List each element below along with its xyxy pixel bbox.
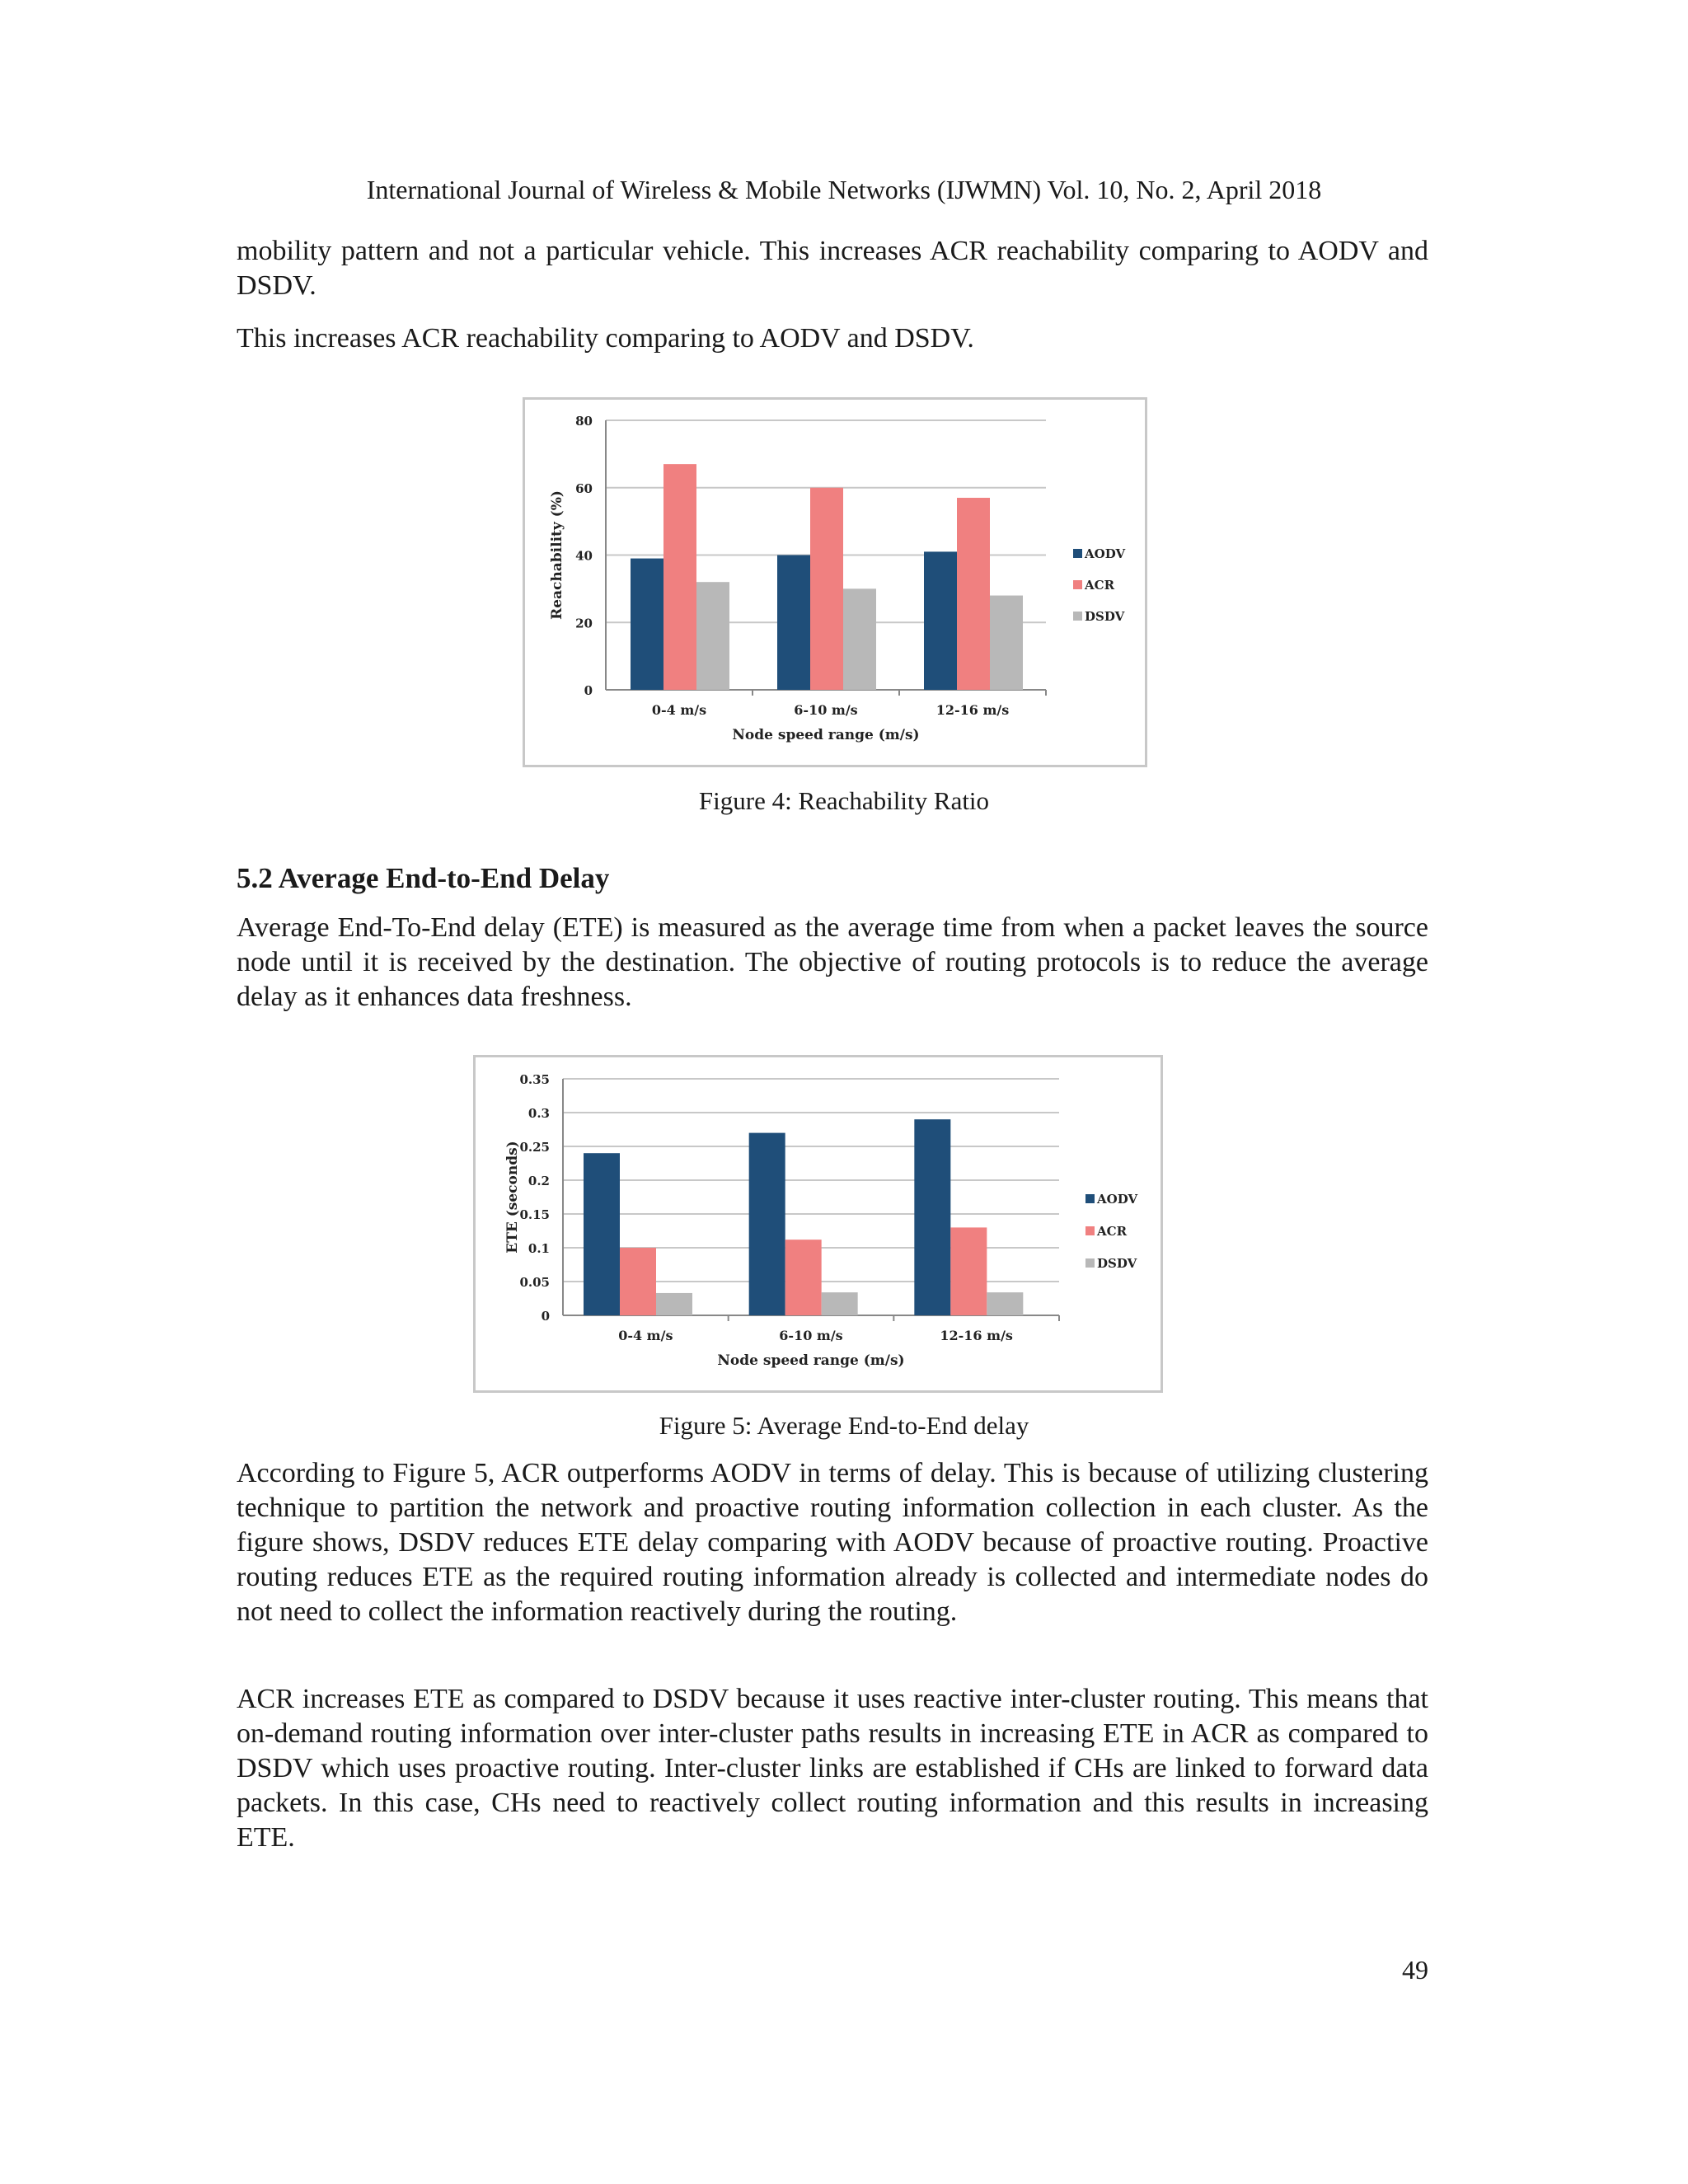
bar-dsdv [696,582,729,690]
y-tick-label: 20 [575,616,593,631]
x-tick-label: 0-4 m/s [618,1328,673,1343]
y-tick-label: 0.05 [519,1275,550,1290]
ete-chart-svg [476,1057,1160,1390]
paragraph-mobility: mobility pattern and not a particular vehicle. This increases ACR reachability comparing to AODV and DSDV. [237,236,1428,301]
paragraph-ete-acr-dsdv: ACR increases ETE as compared to DSDV because it uses reactive inter-cluster routing. This means that on-demand routing information over inter-cluster paths results in increasing ETE in ACR as compared to DSDV which uses proactive routing. Inter-cluster links are established if CHs are linked to forward data packets. In this case, CHs need to reactively collect routing information and this results in increasing ETE. [237,1684,1428,1853]
x-axis-label: Node speed range (m/s) [732,727,920,743]
y-tick-label: 0.3 [528,1106,550,1121]
bar-aodv [749,1133,785,1315]
legend-swatch-aodv [1085,1194,1095,1203]
y-tick-label: 0 [584,683,593,698]
legend-swatch-acr [1085,1226,1095,1235]
y-tick-label: 0.15 [519,1207,550,1222]
bar-acr [785,1240,822,1315]
x-tick-label: 12-16 m/s [940,1328,1013,1343]
bar-acr [950,1227,987,1315]
bar-aodv [777,555,810,691]
y-tick-label: 0 [541,1309,550,1324]
legend-swatch-aodv [1073,549,1082,558]
x-tick-label: 6-10 m/s [794,702,858,718]
y-axis-label: Reachability (%) [549,490,565,620]
legend-label-aodv: AODV [1097,1192,1138,1207]
bar-aodv [914,1119,950,1315]
legend-label-aodv: AODV [1085,546,1126,561]
legend-swatch-acr [1073,580,1082,589]
figure-4-caption: Figure 4: Reachability Ratio [698,786,990,815]
y-tick-label: 0.1 [528,1241,550,1256]
x-axis-label: Node speed range (m/s) [717,1352,905,1369]
figure-5-caption: Figure 5: Average End-to-End delay [659,1411,1029,1440]
y-tick-label: 0.25 [519,1140,550,1155]
reachability-chart-svg [525,400,1145,765]
bar-aodv [584,1153,620,1315]
bar-dsdv [990,596,1023,690]
page-number: 49 [1402,1955,1428,1985]
bar-dsdv [656,1293,692,1315]
paragraph-ete-discussion: According to Figure 5, ACR outperforms AODV in terms of delay. This is because of utilizing clustering technique to partition the network and proactive routing information collection in each cluster. As the figure shows, DSDV reduces ETE delay comparing with AODV because of proactive routing. Proactive routing reduces ETE as the required routing information already is collected and intermediate nodes do not need to collect the information reactively during the routing. [237,1458,1428,1627]
legend-swatch-dsdv [1073,612,1082,621]
bar-aodv [924,551,957,690]
journal-header: International Journal of Wireless & Mobile Networks (IJWMN) Vol. 10, No. 2, April 2018 [366,175,1322,204]
bar-acr [663,464,696,690]
paragraph-reachability: This increases ACR reachability comparing to AODV and DSDV. [237,323,974,354]
legend-label-dsdv: DSDV [1097,1256,1137,1271]
y-tick-label: 0.2 [528,1174,550,1188]
y-axis-label: ETE (seconds) [504,1141,521,1254]
legend-label-acr: ACR [1097,1224,1128,1239]
y-tick-label: 40 [575,548,593,564]
figure-5-ete-chart [473,1055,1163,1393]
bar-acr [620,1248,656,1315]
y-tick-label: 80 [575,414,593,429]
bar-dsdv [822,1292,858,1315]
paragraph-ete-definition: Average End-To-End delay (ETE) is measured as the average time from when a packet leaves the source node until it is received by the destination. The objective of routing protocols is to reduce the average delay as it enhances data freshness. [237,912,1428,1012]
bar-aodv [631,559,663,690]
legend-label-acr: ACR [1085,578,1115,593]
bar-acr [957,498,990,690]
x-tick-label: 6-10 m/s [779,1328,843,1343]
y-tick-label: 0.35 [519,1072,550,1087]
bar-acr [810,488,843,690]
legend-label-dsdv: DSDV [1085,609,1125,624]
figure-4-reachability-chart [523,397,1147,767]
bar-dsdv [843,588,876,690]
section-heading: 5.2 Average End-to-End Delay [237,862,610,894]
legend-swatch-dsdv [1085,1258,1095,1268]
y-tick-label: 60 [575,480,593,496]
x-tick-label: 12-16 m/s [935,702,1010,718]
x-tick-label: 0-4 m/s [651,702,707,718]
bar-dsdv [987,1292,1023,1315]
